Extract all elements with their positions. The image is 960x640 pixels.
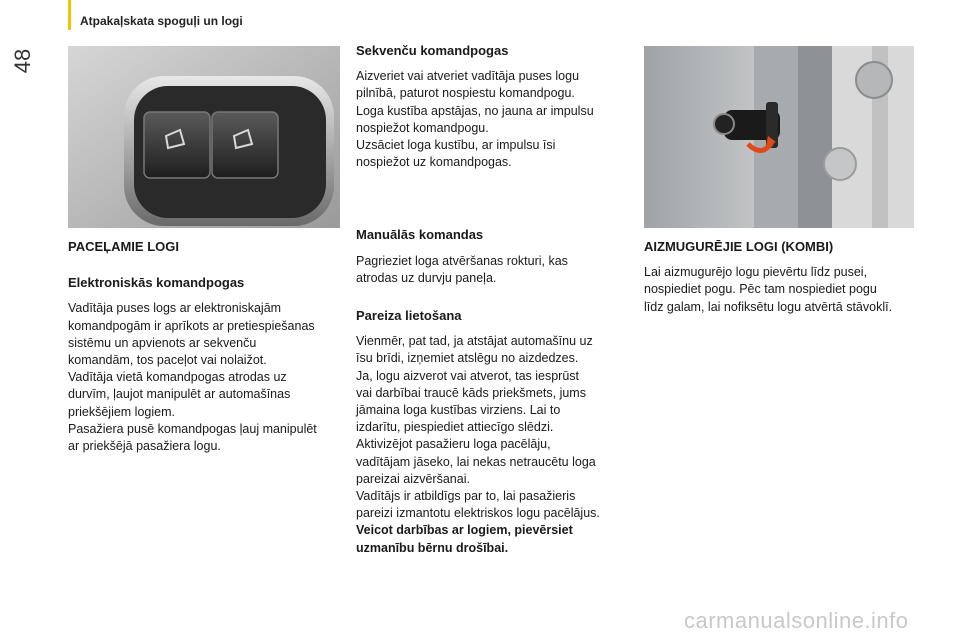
rear-windows-text <box>644 264 920 316</box>
text-line: ar priekšējā pasažiera logu. <box>68 439 221 454</box>
electronic-controls-text <box>68 300 346 455</box>
text-line: nospiediet pogu. Pēc tam nospiediet pogu <box>644 282 877 297</box>
text-line: Vadītāja puses logs ar elektroniskajām <box>68 301 282 316</box>
sequential-controls-text <box>356 68 628 171</box>
page-number: 48 <box>10 48 35 74</box>
text-line: pareizi izmantotu elektriskos logu pacēlājus. <box>356 506 600 521</box>
text-line: vai darbībai traucē kāds priekšmets, jums <box>356 385 586 400</box>
text-line: Pagrieziet loga atvēršanas rokturi, kas <box>356 253 568 268</box>
text-line: Vadītājs ir atbildīgs par to, lai pasažieris <box>356 489 576 504</box>
text-line: vadītājam jāseko, lai nekas netraucētu loga <box>356 454 596 469</box>
manual-controls-text <box>356 253 628 287</box>
rear-windows-title: AIZMUGURĒJIE LOGI (KOMBI) <box>644 239 834 254</box>
text-line: Vadītāja vietā komandpogas atrodas uz <box>68 370 287 385</box>
text-line: atrodas uz durvju paneļa. <box>356 270 497 285</box>
right-column <box>644 238 920 316</box>
text-line: priekšējiem logiem. <box>68 404 175 419</box>
text-line: nospiežot uz komandpogas. <box>356 155 512 170</box>
header-section-title: Atpakaļskata spoguļi un logi <box>80 14 243 28</box>
text-line: Aktivizējot pasažieru loga pacēlāju, <box>356 437 551 452</box>
text-line: izdarītu, piespiediet attiecīgo slēdzi. <box>356 420 554 435</box>
electronic-controls-subtitle: Elektroniskās komandpogas <box>68 275 245 291</box>
child-safety-warning: uzmanību bērnu drošībai. <box>356 540 509 555</box>
text-line: pareizai aizvēršanai. <box>356 471 470 486</box>
manual-controls-title: Manuālās komandas <box>356 227 484 243</box>
text-line: jāmaina loga kustības virziens. Lai to <box>356 403 561 418</box>
text-line: durvīm, ļaujot manipulēt ar automašīnas <box>68 387 291 402</box>
text-line: komandpogām ir aprīkots ar pretiespiešanas <box>68 318 315 333</box>
text-line: Pasažiera pusē komandpogas ļauj manipulēt <box>68 421 317 436</box>
text-line: īsu brīdi, izņemiet atslēgu no aizdedzes. <box>356 351 579 366</box>
text-line: sistēmu un apvienots ar sekvenču <box>68 335 257 350</box>
text-line: līdz galam, lai nofiksētu logu atvērtā stāvoklī. <box>644 299 893 314</box>
middle-column <box>356 42 628 557</box>
power-windows-title: PACEĻAMIE LOGI <box>68 239 179 254</box>
text-line: Vienmēr, pat tad, ja atstājat automašīnu uz <box>356 334 593 349</box>
text-line: nospiežot komandpogu. <box>356 120 489 135</box>
text-line: Lai aizmugurējo logu pievērtu līdz pusei, <box>644 265 868 280</box>
child-safety-warning: Veicot darbības ar logiem, pievērsiet <box>356 523 573 538</box>
text-line: Ja, logu aizverot vai atverot, tas iesprūst <box>356 368 580 383</box>
correct-use-title: Pareiza lietošana <box>356 308 462 324</box>
header-accent-bar <box>68 0 71 30</box>
left-column <box>68 238 346 455</box>
rear-window-latch-photo <box>644 46 914 228</box>
text-line: pilnībā, paturot nospiestu komandpogu. <box>356 86 575 101</box>
watermark: carmanualsonline.info <box>684 608 909 633</box>
window-switch-photo <box>68 46 340 228</box>
correct-use-text <box>356 333 628 557</box>
text-line: Uzsāciet loga kustību, ar impulsu īsi <box>356 138 556 153</box>
text-line: Aizveriet vai atveriet vadītāja puses logu <box>356 69 580 84</box>
sequential-controls-title: Sekvenču komandpogas <box>356 43 509 58</box>
text-line: Loga kustība apstājas, no jauna ar impulsu <box>356 103 594 118</box>
text-line: komandām, tos paceļot vai nolaižot. <box>68 353 267 368</box>
